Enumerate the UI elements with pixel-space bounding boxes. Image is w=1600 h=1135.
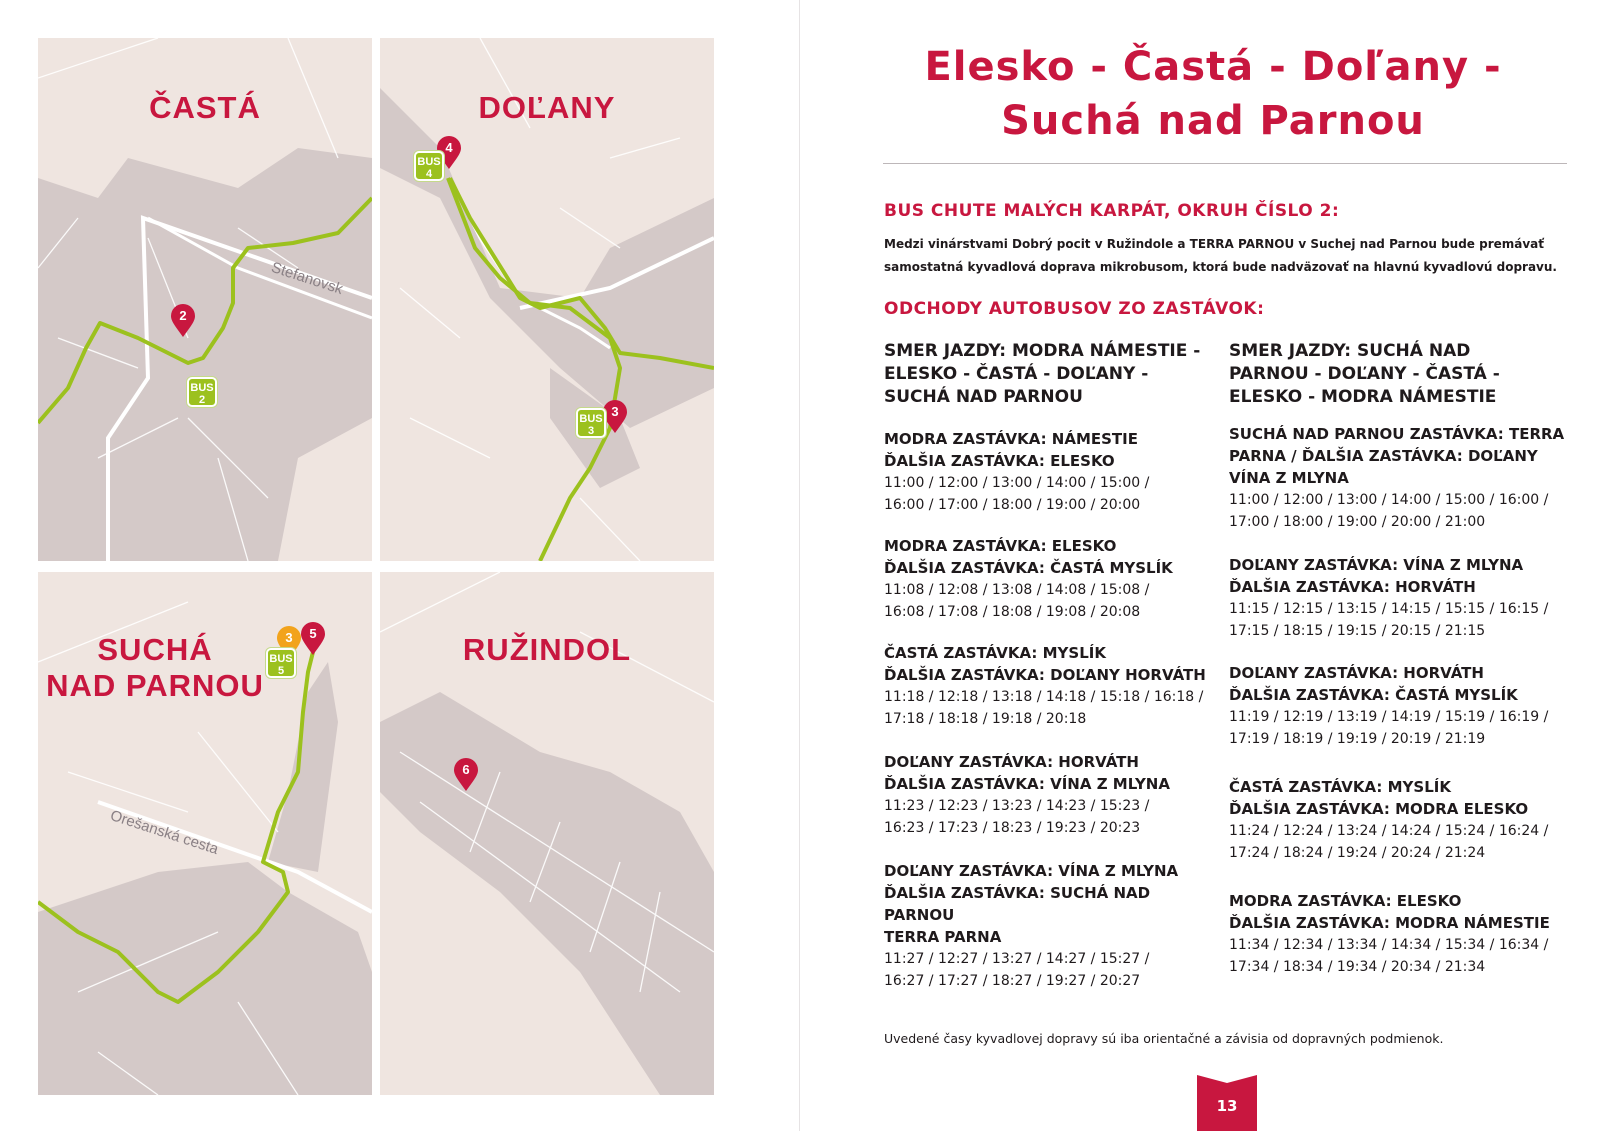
bus-stop-badge[interactable] [576, 408, 606, 438]
intro-paragraph [884, 233, 1574, 279]
street-label: Orešanská cesta [108, 807, 221, 858]
time-line: 11:23 / 12:23 / 13:23 / 14:23 / 15:23 / [884, 798, 1150, 814]
direction-heading-line: SMER JAZDY: MODRA NÁMESTIE - [884, 341, 1201, 361]
map-title [380, 632, 714, 668]
bus-stop-badge[interactable] [187, 377, 217, 407]
bus-stop-badge[interactable] [414, 151, 444, 181]
time-line: 11:34 / 12:34 / 13:34 / 14:34 / 15:34 / 16:34 / [1229, 937, 1549, 953]
timetable-column-direction-2 [1229, 340, 1574, 990]
time-line: 17:34 / 18:34 / 19:34 / 20:34 / 21:34 [1229, 959, 1486, 975]
map-title [38, 90, 372, 126]
time-line: 11:18 / 12:18 / 13:18 / 14:18 / 15:18 / 16:18 / [884, 689, 1204, 705]
section-heading-departures: ODCHODY AUTOBUSOV ZO ZASTÁVOK: [884, 299, 1265, 319]
stop-line: DOĽANY ZASTÁVKA: HORVÁTH [884, 753, 1139, 771]
bus-badge-label: BUS [269, 653, 293, 665]
stop-line: TERRA PARNA [884, 928, 1002, 946]
time-line: 11:00 / 12:00 / 13:00 / 14:00 / 15:00 / [884, 475, 1150, 491]
bus-badge-number: 2 [198, 394, 206, 406]
bus-badge-number: 3 [587, 425, 595, 437]
page-number: 13 [1216, 1097, 1238, 1115]
map-pin[interactable] [170, 304, 196, 338]
map-pin[interactable] [300, 622, 326, 656]
time-line: 11:00 / 12:00 / 13:00 / 14:00 / 15:00 / 16:00 / [1229, 492, 1549, 508]
pin-number: 3 [611, 404, 619, 419]
stop-line: DOĽANY ZASTÁVKA: VÍNA Z MLYNA [884, 862, 1179, 880]
stop-line: ĎALŠIA ZASTÁVKA: DOĽANY HORVÁTH [884, 666, 1206, 684]
stop-line: ĎALŠIA ZASTÁVKA: HORVÁTH [1229, 578, 1476, 596]
stop-line: ČASTÁ ZASTÁVKA: MYSLÍK [1229, 778, 1451, 796]
stop-line: ĎALŠIA ZASTÁVKA: MODRA ELESKO [1229, 800, 1529, 818]
time-line: 11:15 / 12:15 / 13:15 / 14:15 / 15:15 / 16:15 / [1229, 601, 1549, 617]
schedule-block [884, 642, 1206, 730]
page-title-line: Elesko - Častá - Doľany - [924, 44, 1502, 90]
direction-heading [1229, 340, 1574, 409]
stop-line: MODRA ZASTÁVKA: NÁMESTIE [884, 430, 1138, 448]
left-page-maps [0, 0, 799, 1131]
title-divider [883, 163, 1567, 164]
time-line: 11:27 / 12:27 / 13:27 / 14:27 / 15:27 / [884, 951, 1150, 967]
map-ruzindol [380, 572, 714, 1095]
stop-line: PARNA / ĎALŠIA ZASTÁVKA: DOĽANY [1229, 447, 1538, 465]
time-line: 17:18 / 18:18 / 19:18 / 20:18 [884, 711, 1087, 727]
map-dolany [380, 38, 714, 561]
stop-line: MODRA ZASTÁVKA: ELESKO [884, 537, 1117, 555]
stop-line: ĎALŠIA ZASTÁVKA: MODRA NÁMESTIE [1229, 914, 1550, 932]
pin-number: 5 [309, 626, 317, 641]
intro-line: samostatná kyvadlová doprava mikrobusom, ktorá bude nadväzovať na hlavnú kyvadlovú dopravu. [884, 260, 1557, 274]
stop-line: ĎALŠIA ZASTÁVKA: VÍNA Z MLYNA [884, 775, 1170, 793]
stop-line: DOĽANY ZASTÁVKA: HORVÁTH [1229, 664, 1484, 682]
schedule-block [884, 860, 1224, 992]
direction-heading-line: PARNOU - DOĽANY - ČASTÁ - [1229, 364, 1500, 384]
schedule-block [1229, 776, 1548, 864]
page-title [883, 40, 1543, 148]
direction-heading-line: SMER JAZDY: SUCHÁ NAD [1229, 341, 1471, 361]
time-line: 11:24 / 12:24 / 13:24 / 14:24 / 15:24 / 16:24 / [1229, 823, 1549, 839]
time-line: 16:00 / 17:00 / 18:00 / 19:00 / 20:00 [884, 497, 1141, 513]
intro-line: Medzi vinárstvami Dobrý pocit v Ružindole a TERRA PARNOU v Suchej nad Parnou bude premávať [884, 237, 1545, 251]
stop-line: MODRA ZASTÁVKA: ELESKO [1229, 892, 1462, 910]
map-title-line: SUCHÁ [97, 632, 213, 667]
map-casta [38, 38, 372, 561]
map-title-line: DOĽANY [478, 90, 616, 125]
pin-number: 2 [179, 308, 187, 323]
bus-badge-label: BUS [190, 382, 214, 394]
schedule-block [884, 535, 1173, 623]
bus-stop-badge[interactable] [266, 648, 296, 678]
map-pin[interactable] [453, 758, 479, 792]
time-line: 17:19 / 18:19 / 19:19 / 20:19 / 21:19 [1229, 731, 1486, 747]
pin-number: 6 [462, 762, 470, 777]
map-title-line: RUŽINDOL [462, 632, 632, 667]
page-title-line: Suchá nad Parnou [1001, 98, 1425, 144]
stop-line: VÍNA Z MLYNA [1229, 469, 1349, 487]
time-line: 16:08 / 17:08 / 18:08 / 19:08 / 20:08 [884, 604, 1141, 620]
schedule-block [1229, 890, 1550, 978]
time-line: 11:19 / 12:19 / 13:19 / 14:19 / 15:19 / 16:19 / [1229, 709, 1549, 725]
direction-heading-line: ELESKO - ČASTÁ - DOĽANY - [884, 364, 1149, 384]
timetable-column-direction-1 [884, 340, 1224, 990]
map-title-line: ČASTÁ [149, 90, 261, 125]
map-title [380, 90, 714, 126]
map-sucha-nad-parnou [38, 572, 372, 1095]
stop-line: ĎALŠIA ZASTÁVKA: SUCHÁ NAD PARNOU [884, 884, 1151, 924]
pin-number: 3 [285, 630, 293, 645]
stop-line: ČASTÁ ZASTÁVKA: MYSLÍK [884, 644, 1106, 662]
bus-badge-number: 5 [277, 665, 285, 677]
direction-heading-line: ELESKO - MODRA NÁMESTIE [1229, 387, 1497, 407]
time-line: 17:15 / 18:15 / 19:15 / 20:15 / 21:15 [1229, 623, 1486, 639]
bus-badge-label: BUS [579, 413, 603, 425]
footnote: Uvedené časy kyvadlovej dopravy sú iba orientačné a závisia od dopravných podmienok. [884, 1031, 1444, 1046]
page-number-tab [1197, 1075, 1257, 1131]
time-line: 16:27 / 17:27 / 18:27 / 19:27 / 20:27 [884, 973, 1141, 989]
stop-line: ĎALŠIA ZASTÁVKA: ČASTÁ MYSLÍK [1229, 686, 1518, 704]
time-line: 17:00 / 18:00 / 19:00 / 20:00 / 21:00 [1229, 514, 1486, 530]
section-heading-bus-chute: BUS CHUTE MALÝCH KARPÁT, OKRUH ČÍSLO 2: [884, 201, 1340, 221]
stop-line: ĎALŠIA ZASTÁVKA: ČASTÁ MYSLÍK [884, 559, 1173, 577]
time-line: 17:24 / 18:24 / 19:24 / 20:24 / 21:24 [1229, 845, 1486, 861]
time-line: 11:08 / 12:08 / 13:08 / 14:08 / 15:08 / [884, 582, 1150, 598]
schedule-block [1229, 554, 1548, 642]
schedule-block [1229, 423, 1564, 533]
street-label: Stefanovsk [269, 258, 346, 299]
time-line: 16:23 / 17:23 / 18:23 / 19:23 / 20:23 [884, 820, 1141, 836]
stop-line: SUCHÁ NAD PARNOU ZASTÁVKA: TERRA [1229, 425, 1565, 443]
right-page-timetable [800, 0, 1600, 1131]
stop-line: DOĽANY ZASTÁVKA: VÍNA Z MLYNA [1229, 556, 1524, 574]
bus-badge-label: BUS [417, 156, 441, 168]
bus-badge-number: 4 [425, 168, 433, 180]
schedule-block [1229, 662, 1548, 750]
schedule-block [884, 428, 1149, 516]
stop-line: ĎALŠIA ZASTÁVKA: ELESKO [884, 452, 1115, 470]
pin-number: 4 [445, 140, 453, 155]
direction-heading [884, 340, 1224, 409]
map-title-line: NAD PARNOU [46, 668, 264, 703]
schedule-block [884, 751, 1170, 839]
direction-heading-line: SUCHÁ NAD PARNOU [884, 387, 1083, 407]
